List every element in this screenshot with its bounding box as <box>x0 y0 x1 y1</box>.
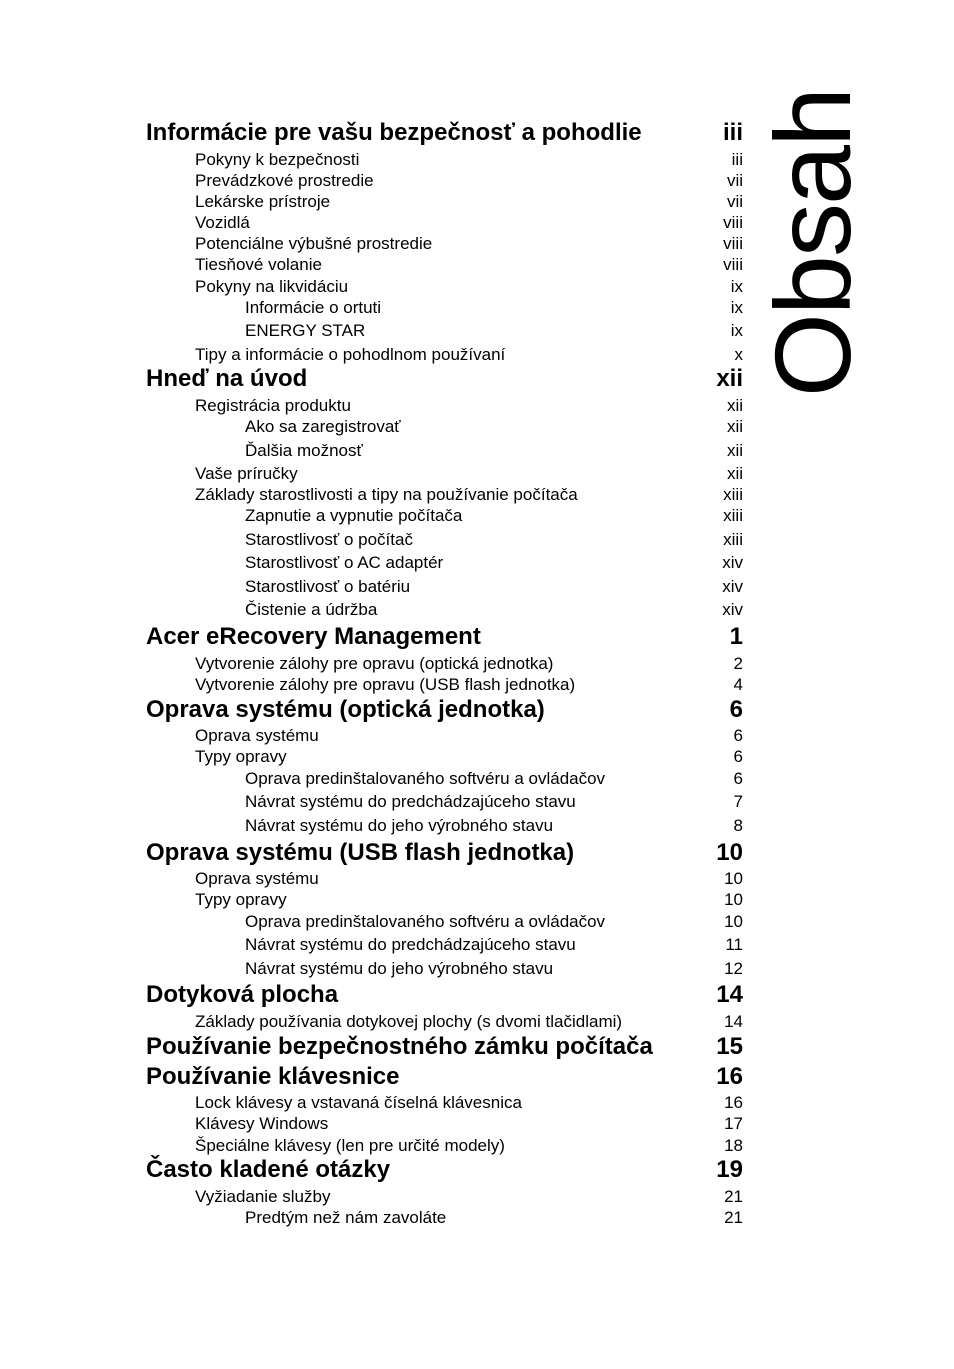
toc-entry-page-number: xiii <box>723 530 743 549</box>
toc-entry-level-3[interactable] <box>146 1207 743 1228</box>
toc-entry-title: Pokyny na likvidáciu <box>195 277 349 296</box>
toc-entry-title: Oprava systému <box>195 869 319 888</box>
toc-entry-page-number: 14 <box>724 1012 743 1031</box>
toc-entry-level-2[interactable] <box>146 149 743 170</box>
toc-entry-level-2[interactable] <box>146 191 743 212</box>
toc-entry-level-2[interactable] <box>146 484 743 505</box>
toc-entry-level-1[interactable] <box>146 118 743 148</box>
toc-entry-level-2[interactable] <box>146 674 743 695</box>
toc-entry-level-3[interactable] <box>146 529 743 550</box>
toc-entry-page-number: 17 <box>724 1114 743 1133</box>
toc-entry-page-number: viii <box>723 234 743 253</box>
toc-entry-title: Typy opravy <box>195 890 287 909</box>
toc-entry-title: Vozidlá <box>195 213 250 232</box>
toc-entry-level-2[interactable] <box>146 344 743 365</box>
toc-entry-title: Starostlivosť o počítač <box>245 530 413 549</box>
toc-entry-title: Návrat systému do jeho výrobného stavu <box>245 816 554 835</box>
toc-entry-level-3[interactable] <box>146 791 743 812</box>
toc-entry-level-2[interactable] <box>146 233 743 254</box>
toc-entry-title: Ako sa zaregistrovať <box>245 417 401 436</box>
toc-entry-page-number: 14 <box>716 981 743 1008</box>
toc-entry-level-2[interactable] <box>146 653 743 674</box>
toc-entry-page-number: iii <box>722 119 743 146</box>
toc-entry-page-number: ix <box>730 321 743 340</box>
toc-entry-page-number: xiv <box>722 600 743 619</box>
toc-entry-title: Oprava predinštalovaného softvéru a ovládačov <box>245 912 606 931</box>
toc-entry-level-1[interactable] <box>146 695 743 725</box>
toc-entry-title: Oprava systému (optická jednotka) <box>146 696 545 723</box>
toc-entry-page-number: xiii <box>723 506 743 525</box>
toc-entry-page-number: 8 <box>733 816 743 835</box>
toc-entry-title: Tiesňové volanie <box>195 255 322 274</box>
toc-entry-title: Oprava predinštalovaného softvéru a ovládačov <box>245 769 606 788</box>
toc-entry-title: Používanie bezpečnostného zámku počítača <box>146 1033 653 1060</box>
toc-entry-title: Zapnutie a vypnutie počítača <box>245 506 463 525</box>
toc-entry-page-number: 6 <box>733 769 743 788</box>
toc-entry-title: Vytvorenie zálohy pre opravu (USB flash jednotka) <box>195 675 576 694</box>
toc-entry-title: Tipy a informácie o pohodlnom používaní <box>195 345 506 364</box>
toc-entry-level-2[interactable] <box>146 1135 743 1156</box>
toc-entry-title: Starostlivosť o batériu <box>245 577 411 596</box>
toc-entry-level-3[interactable] <box>146 576 743 597</box>
toc-entry-level-1[interactable] <box>146 1062 743 1092</box>
toc-entry-page-number: vii <box>726 171 743 190</box>
toc-entry-level-1[interactable] <box>146 364 743 394</box>
toc-entry-page-number: xii <box>726 464 743 483</box>
toc-entry-title: Návrat systému do predchádzajúceho stavu <box>245 935 576 954</box>
toc-entry-page-number: xii <box>726 441 743 460</box>
toc-entry-title: Informácie pre vašu bezpečnosť a pohodlie <box>146 119 642 146</box>
toc-entry-level-1[interactable] <box>146 980 743 1010</box>
toc-entry-page-number: vii <box>726 192 743 211</box>
toc-entry-page-number: 12 <box>724 959 743 978</box>
toc-entry-title: Klávesy Windows <box>195 1114 329 1133</box>
toc-entry-page-number: 21 <box>724 1208 743 1227</box>
toc-entry-level-3[interactable] <box>146 815 743 836</box>
toc-entry-page-number: x <box>734 345 743 364</box>
toc-entry-title: Typy opravy <box>195 747 287 766</box>
toc-entry-level-2[interactable] <box>146 725 743 746</box>
toc-entry-title: Používanie klávesnice <box>146 1063 400 1090</box>
toc-entry-title: Acer eRecovery Management <box>146 623 481 650</box>
toc-entry-title: Oprava systému <box>195 726 319 745</box>
toc-entry-page-number: 6 <box>729 696 743 723</box>
toc-entry-level-3[interactable] <box>146 934 743 955</box>
toc-entry-level-3[interactable] <box>146 416 743 437</box>
toc-entry-title: Hneď na úvod <box>146 365 308 392</box>
toc-entry-page-number: 10 <box>716 839 743 866</box>
toc-entry-title: Potenciálne výbušné prostredie <box>195 234 433 253</box>
toc-entry-title: Predtým než nám zavoláte <box>245 1208 447 1227</box>
toc-entry-title: Základy používania dotykovej plochy (s dvomi tlačidlami) <box>195 1012 623 1031</box>
toc-entry-level-3[interactable] <box>146 911 743 932</box>
toc-entry-level-3[interactable] <box>146 599 743 620</box>
toc-entry-title: Ďalšia možnosť <box>245 441 363 460</box>
toc-entry-level-3[interactable] <box>146 768 743 789</box>
toc-entry-title: Prevádzkové prostredie <box>195 171 374 190</box>
toc-entry-level-3[interactable] <box>146 297 743 318</box>
toc-entry-level-2[interactable] <box>146 170 743 191</box>
toc-entry-level-2[interactable] <box>146 868 743 889</box>
toc-entry-level-2[interactable] <box>146 1092 743 1113</box>
toc-entry-title: Registrácia produktu <box>195 396 351 415</box>
toc-entry-page-number: 6 <box>733 747 743 766</box>
chapter-side-title <box>752 88 874 397</box>
toc-entry-title: Špeciálne klávesy (len pre určité modely) <box>195 1136 505 1155</box>
toc-entry-page-number: 1 <box>729 623 743 650</box>
toc-entry-page-number: 16 <box>724 1093 743 1112</box>
toc-entry-page-number: iii <box>731 150 743 169</box>
toc-entry-page-number: viii <box>723 255 743 274</box>
toc-entry-level-1[interactable] <box>146 838 743 868</box>
toc-entry-title: ENERGY STAR <box>245 321 366 340</box>
toc-entry-level-3[interactable] <box>146 552 743 573</box>
chapter-side-title-text: Obsah <box>752 88 874 397</box>
toc-entry-level-2[interactable] <box>146 746 743 767</box>
toc-entry-title: Dotyková plocha <box>146 981 339 1008</box>
toc-entry-page-number: xii <box>726 417 743 436</box>
toc-entry-level-2[interactable] <box>146 276 743 297</box>
toc-entry-page-number: 10 <box>724 890 743 909</box>
toc-entry-level-2[interactable] <box>146 463 743 484</box>
toc-entry-title: Informácie o ortuti <box>245 298 382 317</box>
toc-entry-title: Starostlivosť o AC adaptér <box>245 553 444 572</box>
toc-entry-page-number: 2 <box>733 654 743 673</box>
toc-entry-title: Oprava systému (USB flash jednotka) <box>146 839 575 866</box>
toc-entry-title: Pokyny k bezpečnosti <box>195 150 360 169</box>
toc-entry-page-number: 16 <box>716 1063 743 1090</box>
toc-entry-level-2[interactable] <box>146 1011 743 1032</box>
toc-entry-page-number: ix <box>730 298 743 317</box>
toc-entry-level-3[interactable] <box>146 320 743 341</box>
toc-entry-title: Vaše príručky <box>195 464 298 483</box>
toc-entry-title: Vyžiadanie služby <box>195 1187 331 1206</box>
toc-entry-level-2[interactable] <box>146 395 743 416</box>
toc-entry-title: Základy starostlivosti a tipy na používanie počítača <box>195 485 578 504</box>
table-of-contents <box>146 0 743 1369</box>
toc-entry-level-2[interactable] <box>146 212 743 233</box>
toc-entry-title: Návrat systému do jeho výrobného stavu <box>245 959 554 978</box>
toc-entry-title: Návrat systému do predchádzajúceho stavu <box>245 792 576 811</box>
toc-entry-level-1[interactable] <box>146 1155 743 1185</box>
toc-entry-level-3[interactable] <box>146 440 743 461</box>
toc-entry-page-number: 6 <box>733 726 743 745</box>
toc-entry-title: Čistenie a údržba <box>245 600 378 619</box>
toc-entry-level-2[interactable] <box>146 1113 743 1134</box>
toc-entry-page-number: xii <box>716 365 743 392</box>
toc-entry-page-number: viii <box>723 213 743 232</box>
toc-entry-level-2[interactable] <box>146 254 743 275</box>
toc-entry-page-number: 18 <box>724 1136 743 1155</box>
toc-entry-page-number: 4 <box>733 675 743 694</box>
toc-entry-page-number: xiii <box>723 485 743 504</box>
toc-entry-title: Lock klávesy a vstavaná číselná klávesnica <box>195 1093 522 1112</box>
toc-entry-level-3[interactable] <box>146 505 743 526</box>
toc-entry-level-2[interactable] <box>146 889 743 910</box>
toc-entry-page-number: xiv <box>722 577 743 596</box>
toc-entry-page-number: xiv <box>722 553 743 572</box>
toc-entry-page-number: 10 <box>724 869 743 888</box>
toc-entry-page-number: xii <box>726 396 743 415</box>
toc-entry-level-1[interactable] <box>146 1032 743 1062</box>
toc-entry-level-2[interactable] <box>146 1186 743 1207</box>
toc-entry-level-3[interactable] <box>146 958 743 979</box>
toc-entry-page-number: 15 <box>716 1033 743 1060</box>
toc-entry-title: Často kladené otázky <box>146 1156 391 1183</box>
toc-entry-title: Lekárske prístroje <box>195 192 331 211</box>
toc-entry-page-number: 19 <box>716 1156 743 1183</box>
toc-entry-page-number: ix <box>730 277 743 296</box>
toc-entry-page-number: 21 <box>724 1187 743 1206</box>
toc-entry-level-1[interactable] <box>146 622 743 652</box>
toc-entry-page-number: 11 <box>725 935 743 954</box>
toc-entry-page-number: 7 <box>733 792 743 811</box>
toc-entry-title: Vytvorenie zálohy pre opravu (optická jednotka) <box>195 654 554 673</box>
toc-entry-page-number: 10 <box>724 912 743 931</box>
